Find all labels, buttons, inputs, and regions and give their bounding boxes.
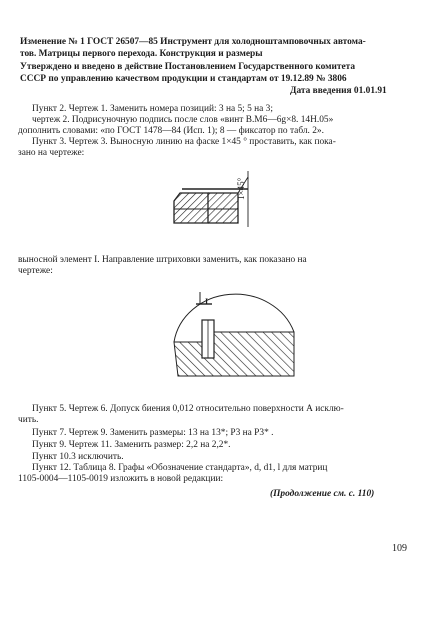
amendment-title-line-1: Изменение № 1 ГОСТ 26507—85 Инструмент для холодноштамповочных автома- <box>20 37 366 47</box>
item-3-element-text-cont: чертеже: <box>18 266 53 276</box>
item-12-text: Пункт 12. Таблица 8. Графы «Обозначение стандарта», d, d1, l для матриц <box>32 463 328 473</box>
item-3-text-cont: зано на чертеже: <box>18 148 85 158</box>
item-9-text: Пункт 9. Чертеж 11. Заменить размер: 2,2 на 2,2*. <box>32 440 231 450</box>
continued-note: (Продолжение см. с. 110) <box>270 489 375 499</box>
amendment-title-line-2: тов. Матрицы первого перехода. Конструкция и размеры <box>20 49 263 59</box>
chamfer-drawing <box>160 165 280 255</box>
item-5-text-cont: чить. <box>18 415 39 425</box>
item-2-text-cont: чертеж 2. Подрисуночную подпись после слов «винт В.М6—6g×8. 14Н.05» <box>32 115 334 125</box>
item-3-text: Пункт 3. Чертеж 3. Выносную линию на фаске 1×45 ° проставить, как пока- <box>32 137 336 147</box>
item-10-3-text: Пункт 10.3 исключить. <box>32 452 124 462</box>
approval-line-1: Утверждено и введено в действие Постановлением Государственного комитета <box>20 62 356 72</box>
item-2-text: Пункт 2. Чертеж 1. Заменить номера позиций: 3 на 5; 5 на 3; <box>32 104 273 114</box>
detail-label: I <box>205 297 209 306</box>
item-2-text-cont2: дополнить словами: «по ГОСТ 1478—84 (Исп. 1); 8 — фиксатор по табл. 2». <box>18 126 324 136</box>
item-7-text: Пункт 7. Чертеж 9. Заменить размеры: 13 на 13*; P3 на P3* . <box>32 428 274 438</box>
item-12-text-cont: 1105-0004—1105-0019 изложить в новой редакции: <box>18 474 224 484</box>
item-3-element-text: выносной элемент I. Направление штриховки заменить, как показано на <box>18 255 307 265</box>
chamfer-label: 1×45° <box>236 177 246 200</box>
item-5-text: Пункт 5. Чертеж 6. Допуск биения 0,012 относительно поверхности А исклю- <box>32 404 344 414</box>
approval-line-2: СССР по управлению качеством продукции и стандартам от 19.12.89 № 3806 <box>20 74 347 84</box>
effective-date: Дата введения 01.01.91 <box>290 86 387 96</box>
detail-element-drawing <box>170 282 310 382</box>
page-number: 109 <box>392 543 407 554</box>
